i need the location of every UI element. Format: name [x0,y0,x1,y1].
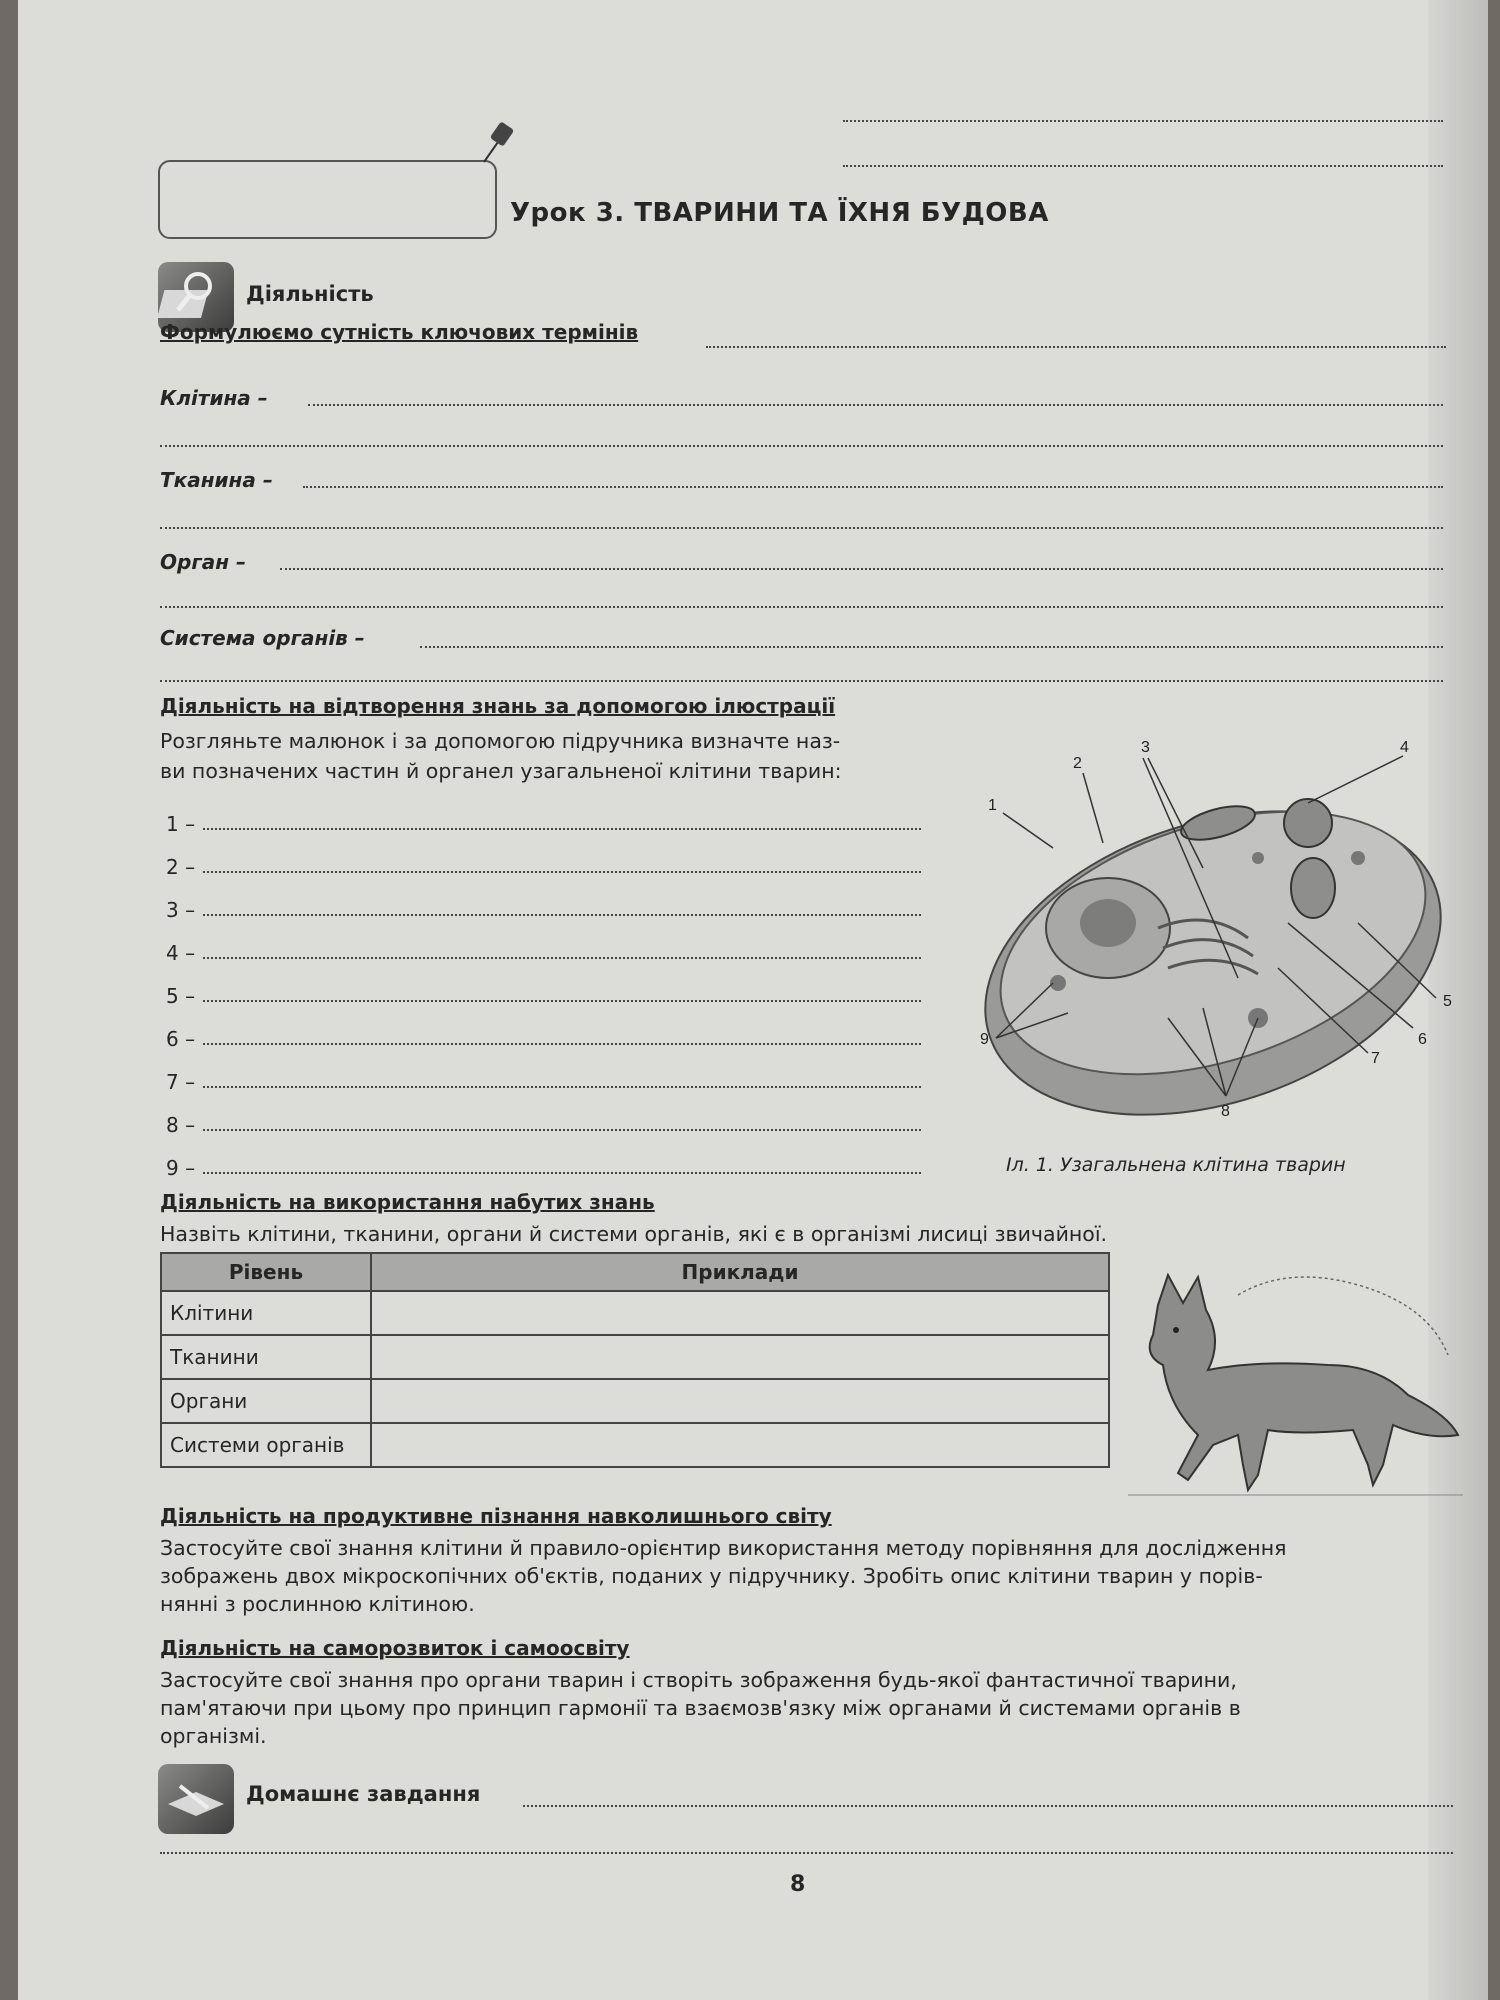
term-cell-line [308,404,1443,406]
illustration-text-1: Розгляньте малюнок і за допомогою підручника визначте наз- [160,729,841,753]
illustration-text-2: ви позначених частин й органел узагальненої клітини тварин: [160,759,842,783]
table-cell-examples[interactable] [371,1291,1109,1335]
table-cell-examples[interactable] [371,1379,1109,1423]
header-line-2 [843,165,1443,167]
term-organ-system-line [420,646,1443,648]
cell-label-8: 8 [1221,1103,1230,1120]
selfdev-heading: Діяльність на саморозвиток і самоосвіту [160,1636,630,1660]
terms-heading: Формулюємо сутність ключових термінів [160,320,639,344]
table-row [161,1291,1109,1335]
term-cell-line-2 [160,445,1443,447]
table-row [161,1379,1109,1423]
answer-item-3: 3 – [166,898,196,922]
table-cell-level: Органи [161,1379,371,1423]
answer-line-4 [203,957,921,959]
answer-line-1 [203,828,921,830]
answer-item-5: 5 – [166,984,196,1008]
cell-caption: Іл. 1. Узагальнена клітина тварин [1006,1154,1346,1176]
cell-label-1: 1 [988,797,997,814]
table-cell-level: Системи органів [161,1423,371,1467]
table-cell-level: Тканини [161,1335,371,1379]
activity-label: Діяльність [246,282,374,306]
workbook-page [18,0,1488,2000]
cell-label-5: 5 [1443,993,1452,1010]
answer-item-6: 6 – [166,1027,196,1051]
animal-cell-diagram [958,728,1478,1148]
productive-text-2: зображень двох мікроскопічних об'єктів, поданих у підручнику. Зробіть опис клітини тварин у порів- [160,1564,1263,1588]
answer-item-9: 9 – [166,1156,196,1180]
term-cell: Клітина – [160,386,268,410]
selfdev-text-2: пам'ятаючи при цьому про принцип гармонії та взаємозв'язку між органами й системами органів в [160,1696,1241,1720]
cell-label-7: 7 [1371,1050,1380,1067]
cell-label-3: 3 [1141,739,1150,756]
pushpin-icon [478,118,518,166]
term-tissue-line-2 [160,527,1443,529]
cell-label-2: 2 [1073,755,1082,772]
header-line-1 [843,120,1443,122]
homework-line-2 [160,1852,1453,1854]
answer-line-9 [203,1172,921,1174]
answer-item-7: 7 – [166,1070,196,1094]
term-organ: Орган – [160,550,247,574]
cell-label-6: 6 [1418,1031,1427,1048]
answer-line-2 [203,871,921,873]
levels-table [160,1252,1110,1468]
productive-heading: Діяльність на продуктивне пізнання навколишнього світу [160,1504,832,1528]
table-header-row [161,1253,1109,1291]
cell-label-4: 4 [1400,739,1409,756]
homework-line-1 [523,1805,1453,1807]
term-tissue: Тканина – [160,468,273,492]
answer-line-5 [203,1000,921,1002]
use-heading: Діяльність на використання набутих знань [160,1190,655,1214]
fox-illustration [1128,1265,1463,1505]
lesson-title: Урок 3. ТВАРИНИ ТА ЇХНЯ БУДОВА [510,198,1049,228]
answer-line-7 [203,1086,921,1088]
page-number: 8 [790,1872,806,1897]
table-row [161,1423,1109,1467]
productive-text-3: нянні з рослинною клітиною. [160,1592,475,1616]
answer-item-2: 2 – [166,855,196,879]
answer-line-3 [203,914,921,916]
answer-line-8 [203,1129,921,1131]
answer-line-6 [203,1043,921,1045]
table-cell-examples[interactable] [371,1423,1109,1467]
use-text: Назвіть клітини, тканини, органи й системи органів, які є в організмі лисиці звичайної. [160,1222,1108,1246]
homework-icon [158,1764,234,1834]
grade-box [158,160,497,239]
table-cell-examples[interactable] [371,1335,1109,1379]
answer-item-1: 1 – [166,812,196,836]
illustration-heading: Діяльність на відтворення знань за допомогою ілюстрації [160,694,836,718]
table-header-level: Рівень [161,1253,371,1291]
selfdev-text-1: Застосуйте свої знання про органи тварин і створіть зображення будь-якої фантастичної тварини, [160,1668,1237,1692]
answer-item-8: 8 – [166,1113,196,1137]
terms-heading-line [706,346,1446,348]
term-organ-line-2 [160,606,1443,608]
table-cell-level: Клітини [161,1291,371,1335]
selfdev-text-3: організмі. [160,1724,267,1748]
cell-label-9: 9 [980,1031,989,1048]
term-organ-system-line-2 [160,680,1443,682]
homework-label: Домашнє завдання [246,1782,481,1806]
productive-text-1: Застосуйте свої знання клітини й правило-орієнтир використання методу порівняння для дослідження [160,1536,1287,1560]
table-header-examples: Приклади [371,1253,1109,1291]
term-organ-line [280,568,1443,570]
term-tissue-line [303,486,1443,488]
table-row [161,1335,1109,1379]
term-organ-system: Система органів – [160,626,365,650]
answer-item-4: 4 – [166,941,196,965]
